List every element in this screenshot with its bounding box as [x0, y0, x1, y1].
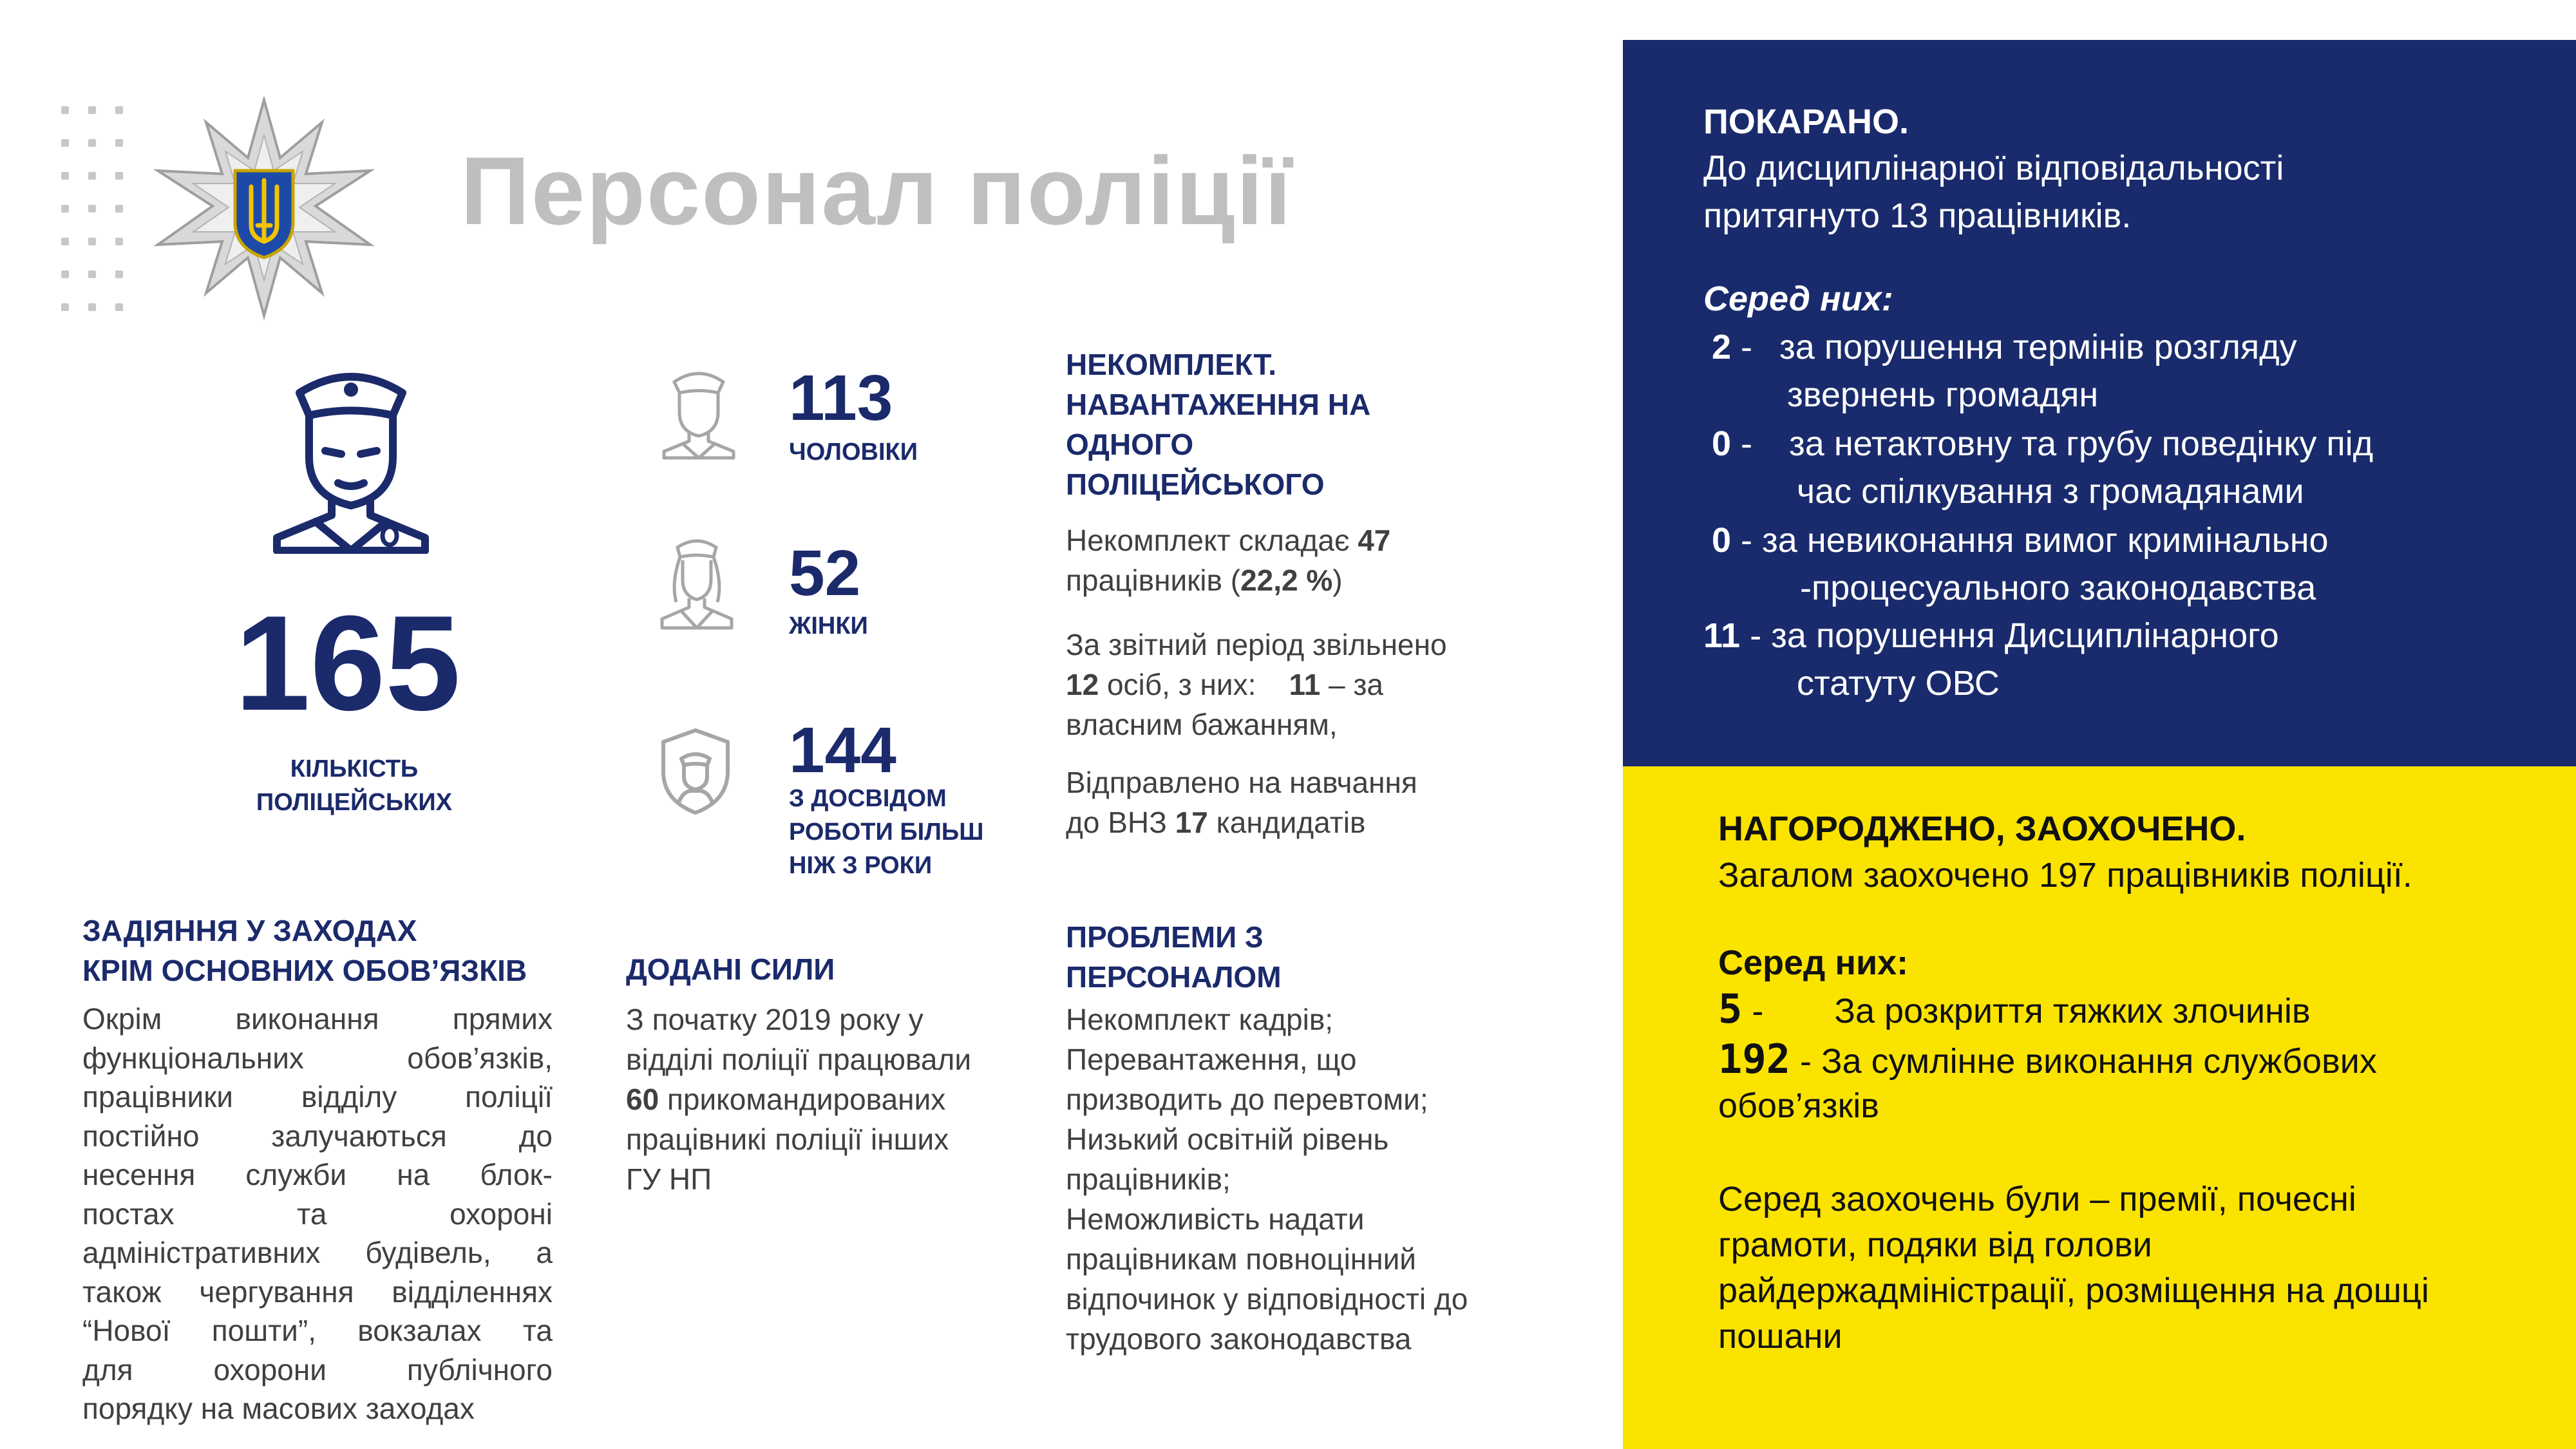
rewarded-item: 5 - За розкриття тяжких злочинів: [1718, 985, 2311, 1032]
rewarded-sub: Серед них:: [1718, 943, 1909, 982]
stat-women-value: 52: [789, 537, 861, 609]
punished-item: 2 - за порушення термінів розгляду: [1712, 328, 2297, 366]
stat-men-value: 113: [789, 362, 893, 434]
rewarded-footer-2: грамоти, подяки від голови: [1718, 1226, 2152, 1264]
female-officer-icon: [657, 531, 737, 631]
dot-grid-decoration: [61, 106, 132, 312]
policeman-icon: [270, 361, 431, 554]
punished-item: 11 - за порушення Дисциплінарного: [1703, 616, 2279, 655]
rewarded-footer-4: пошани: [1718, 1317, 1842, 1356]
punished-panel: ПОКАРАНО. До дисциплінарної відповідальності притягнуто 13 працівників. Серед них: 2 - за порушення термінів розгляду звернень громадян 0 - за нетактовну та грубу поведінку під час спілкування з громадянами 0 - за невиконання вимог кримінально -процесуального законодавства 11 - за порушення Дисциплінарного статуту ОВС: [1623, 40, 2576, 766]
rewarded-heading: НАГОРОДЖЕНО, ЗАОХОЧЕНО.: [1718, 810, 2246, 848]
rewarded-footer-3: райдержадміністрації, розміщення на дошці: [1718, 1271, 2429, 1310]
extra-duties-text: Окрім виконання прямих функціональних обов’язків, працівники відділу поліції постійно залучаються до несення служби на блок- постах та охороні адміністративних будівель, а також чергування відділеннях “Нової пошти”, вокзалах та для охорони публічного порядку на масових заходах: [82, 1002, 553, 1425]
rewarded-item: 192 - За сумлінне виконання службових: [1718, 1036, 2377, 1083]
total-officers-value: 165: [234, 587, 461, 739]
punished-line-2: притягнуто 13 працівників.: [1703, 196, 2132, 235]
punished-sub: Серед них:: [1703, 279, 1893, 318]
punished-item: 0 - за нетактовну та грубу поведінку під: [1712, 424, 2374, 463]
stat-men-label: ЧОЛОВІКИ: [789, 439, 918, 466]
male-officer-icon: [660, 364, 737, 460]
rewarded-line-1: Загалом заохочено 197 працівників поліції.: [1718, 856, 2412, 895]
punished-heading: ПОКАРАНО.: [1703, 102, 1909, 141]
understaffing-heading: НЕКОМПЛЕКТ. НАВАНТАЖЕННЯ НА ОДНОГО ПОЛІЦЕЙСЬКОГО: [1066, 348, 1371, 501]
shield-officer-icon: [657, 726, 734, 817]
stat-experience-label: З ДОСВІДОМ РОБОТИ БІЛЬШ НІЖ З РОКИ: [789, 785, 984, 879]
stat-experience-value: 144: [789, 714, 896, 786]
added-forces-text: З початку 2019 року у відділі поліції працювали 60 прикомандированих працівникі поліції інших ГУ НП: [626, 1003, 972, 1196]
understaffing-text: Некомплект складає 47 працівників (22,2 %) За звітний період звільнено 12 осіб, з них: 11 – за власним бажанням, Відправлено на навчання до ВНЗ 17 кандидатів: [1066, 524, 1447, 839]
page-title: Персонал поліції: [460, 137, 1293, 245]
police-star-icon: [148, 97, 380, 322]
rewarded-panel: НАГОРОДЖЕНО, ЗАОХОЧЕНО. Загалом заохочено 197 працівників поліції. Серед них: 5 - За розкриття тяжких злочинів 192 - За сумлінне виконання службових обов’язків Серед заохочень були – премії, почесні грамоти, подяки від голови райдержадміністрації, розміщення на дошці пошани: [1623, 766, 2576, 1449]
added-forces-heading: ДОДАНІ СИЛИ: [626, 952, 835, 986]
total-officers-label: КІЛЬКІСТЬ ПОЛІЦЕЙСЬКИХ: [256, 755, 453, 816]
problems-text: Некомплект кадрів; Перевантаження, що призводить до перевтоми; Низький освітній рівень працівників; Неможливість надати працівникам повноцінний відпочинок у відповідності до трудового законодавства: [1066, 1003, 1468, 1356]
punished-item: 0 - за невиконання вимог кримінально: [1712, 521, 2329, 560]
extra-duties-heading: ЗАДІЯННЯ У ЗАХОДАХ КРІМ ОСНОВНИХ ОБОВ’ЯЗКІВ: [82, 914, 527, 987]
punished-line-1: До дисциплінарної відповідальності: [1703, 149, 2284, 187]
rewarded-footer-1: Серед заохочень були – премії, почесні: [1718, 1180, 2356, 1218]
stat-women-label: ЖІНКИ: [789, 612, 868, 639]
problems-heading: ПРОБЛЕМИ З ПЕРСОНАЛОМ: [1066, 920, 1282, 994]
